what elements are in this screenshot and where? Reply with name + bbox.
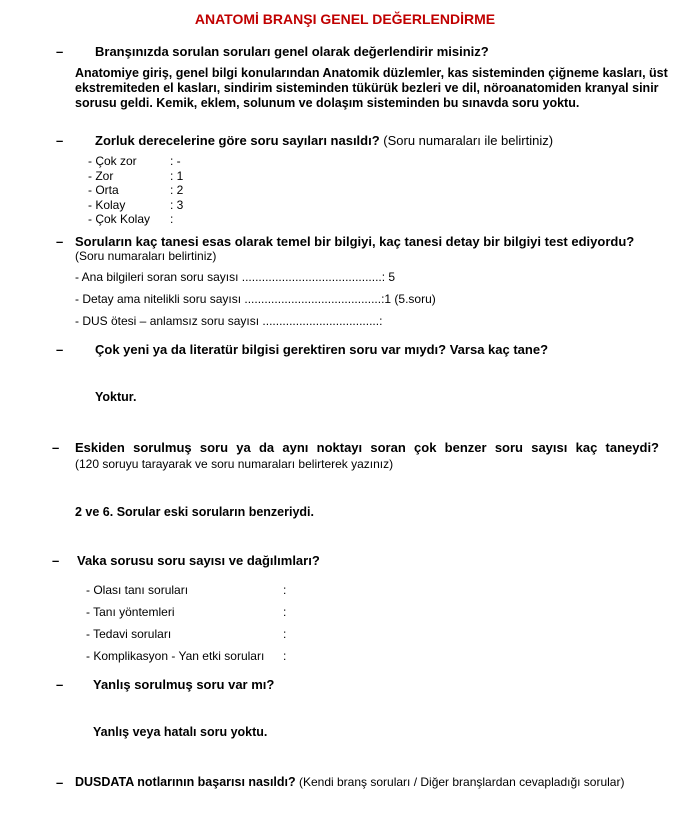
question-3: Soruların kaç tanesi esas olarak temel bir bilgiyi, kaç tanesi detay bir bilgiyi test ediyordu? bbox=[75, 234, 635, 249]
difficulty-row: - Kolay : 3 bbox=[88, 198, 184, 212]
list-item: - Ana bilgileri soran soru sayısı ..........................................: 5 bbox=[75, 270, 396, 284]
question-7: Yanlış sorulmuş soru var mı? bbox=[93, 677, 275, 692]
case-row: - Komplikasyon - Yan etki soruları : bbox=[86, 649, 287, 663]
question-6: Vaka sorusu soru sayısı ve dağılımları? bbox=[77, 553, 320, 568]
bullet-dash: – bbox=[56, 133, 64, 148]
bullet-dash: – bbox=[52, 553, 60, 568]
list-item: - DUS ötesi – anlamsız soru sayısı ...................................: bbox=[75, 314, 383, 328]
bullet-dash: – bbox=[56, 775, 64, 790]
question-2: Zorluk derecelerine göre soru sayıları nasıldı? (Soru numaraları ile belirtiniz) bbox=[95, 133, 554, 148]
question-4: Çok yeni ya da literatür bilgisi gerektiren soru var mıydı? Varsa kaç tane? bbox=[95, 342, 549, 357]
difficulty-row: - Orta : 2 bbox=[88, 183, 184, 197]
question-5-note: (120 soruyu tarayarak ve soru numaraları belirterek yazınız) bbox=[75, 457, 394, 471]
question-3-note: (Soru numaraları belirtiniz) bbox=[75, 249, 217, 263]
bullet-dash: – bbox=[56, 677, 64, 692]
case-row: - Tanı yöntemleri : bbox=[86, 605, 287, 619]
question-5: Eskiden sorulmuş soru ya da aynı noktayı soran çok benzer soru sayısı kaç taneydi? bbox=[75, 440, 659, 455]
answer-1: Anatomiye giriş, genel bilgi konularından Anatomik düzlemler, kas sisteminden çiğneme kasları, üst ekstremiteden el kasları, sindirim sisteminden tükürük bezleri ve dil, nöroanatomiden kranyal sinir sorusu geldi. Kemik, eklem, solunum ve dolaşım sisteminden bu sınavda soru yoktu. bbox=[75, 66, 668, 110]
answer-4: Yoktur. bbox=[95, 390, 137, 404]
question-1: Branşınızda sorulan soruları genel olarak değerlendirir misiniz? bbox=[95, 44, 489, 59]
difficulty-row: - Çok zor : - bbox=[88, 154, 181, 168]
difficulty-row: - Çok Kolay : bbox=[88, 212, 174, 226]
answer-7: Yanlış veya hatalı soru yoktu. bbox=[93, 725, 268, 739]
bullet-dash: – bbox=[56, 44, 64, 59]
list-item: - Detay ama nitelikli soru sayısı .........................................:1 (5.soru) bbox=[75, 292, 436, 306]
case-row: - Olası tanı soruları : bbox=[86, 583, 287, 597]
page-title: ANATOMİ BRANŞI GENEL DEĞERLENDİRME bbox=[194, 11, 496, 27]
bullet-dash: – bbox=[56, 342, 64, 357]
case-row: - Tedavi soruları : bbox=[86, 627, 287, 641]
bullet-dash: – bbox=[52, 440, 60, 455]
answer-5: 2 ve 6. Sorular eski soruların benzeriydi. bbox=[75, 505, 314, 519]
difficulty-row: - Zor : 1 bbox=[88, 169, 184, 183]
bullet-dash: – bbox=[56, 234, 64, 249]
question-8: DUSDATA notlarının başarısı nasıldı? (Kendi branş soruları / Diğer branşlardan cevapladığı sorular) bbox=[75, 775, 625, 789]
